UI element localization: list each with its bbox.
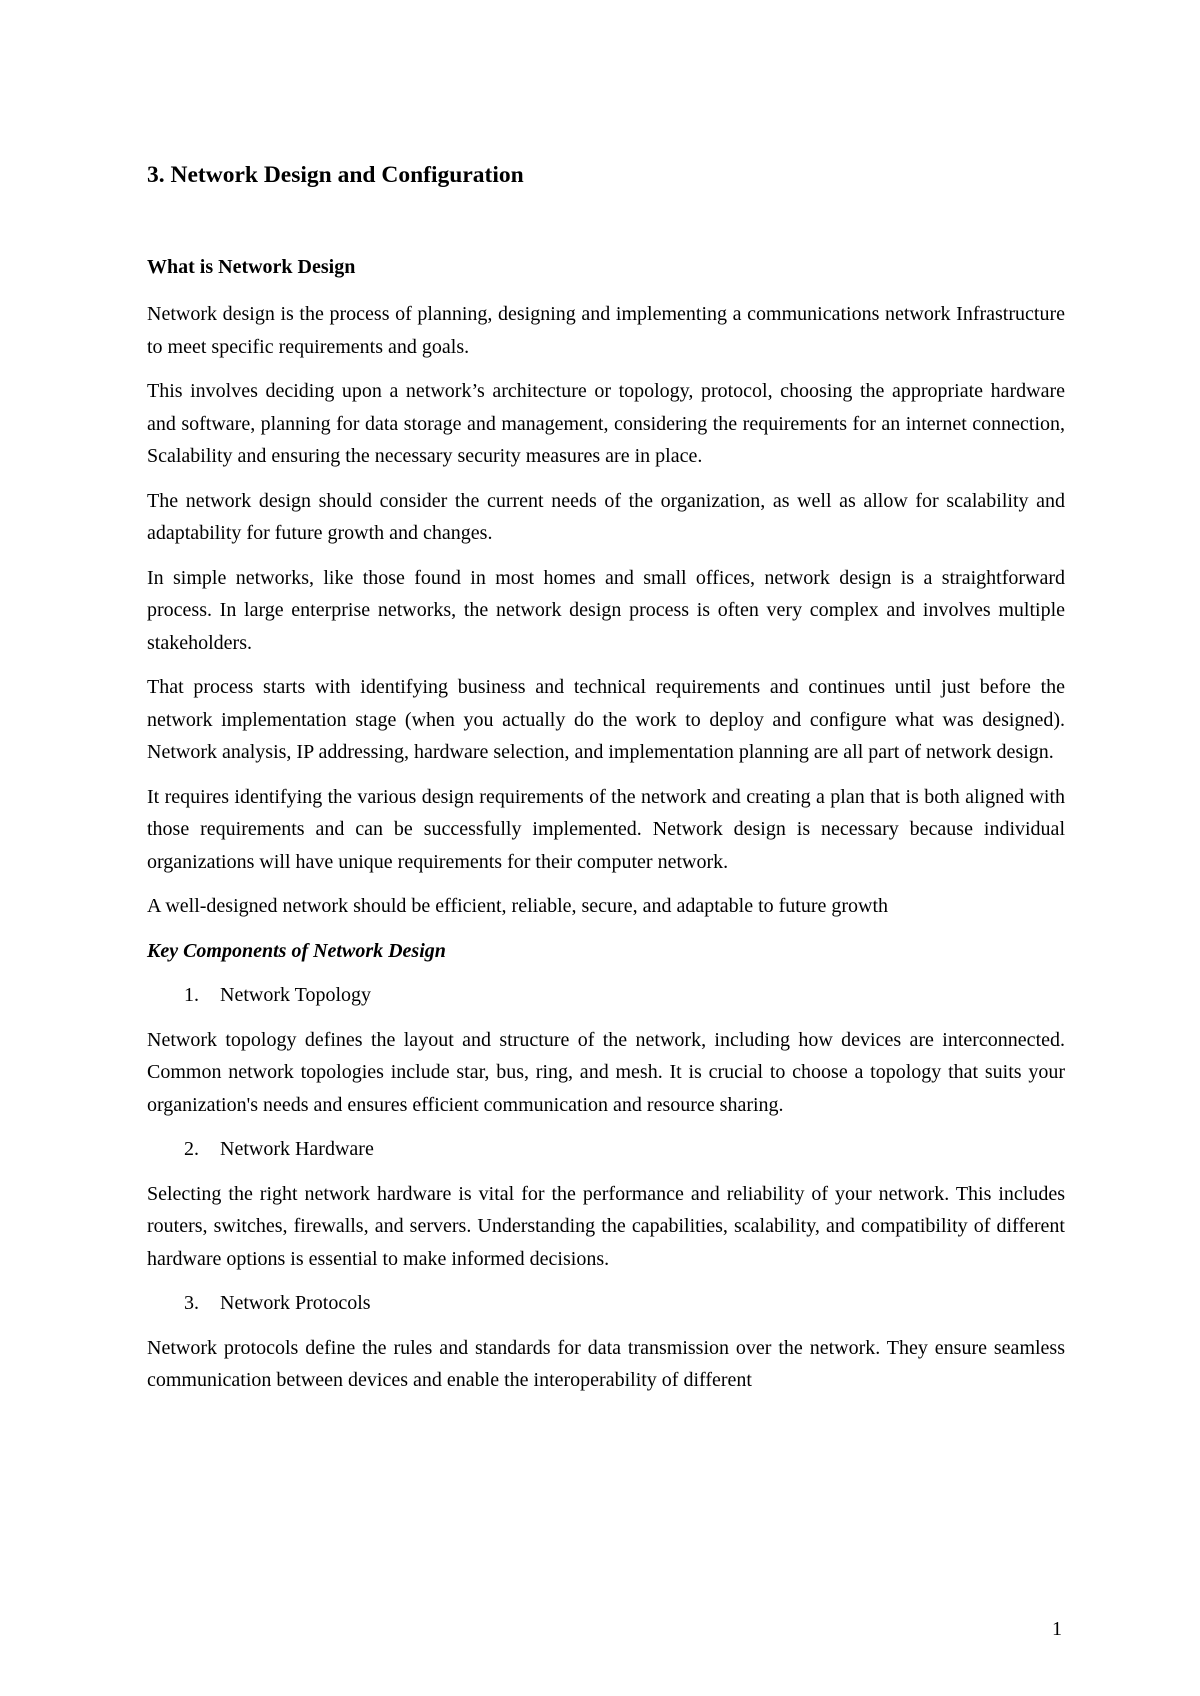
list-item-label: Network Hardware <box>220 1138 374 1160</box>
section-heading: What is Network Design <box>147 256 356 278</box>
component-description: Network topology defines the layout and structure of the network, including how devices are interconnected. Common network topologies include star, bus, ring, and mesh. It is crucial to choose a topology that suits your organization's needs and ensures efficient communication and resource sharing. <box>147 1028 1065 1116</box>
paragraph: This involves deciding upon a network’s architecture or topology, protocol, choosing the appropriate hardware and software, planning for data storage and management, considering the requirements for an internet connection, Scalability and ensuring the necessary security measures are in place. <box>147 380 1065 467</box>
paragraph: The network design should consider the current needs of the organization, as well as allow for scalability and adaptability for future growth and changes. <box>147 489 1065 544</box>
paragraph: That process starts with identifying business and technical requirements and continues until just before the network implementation stage (when you actually do the work to deploy and configure what was designed). Network analysis, IP addressing, hardware selection, and implementation planning are all part of network design. <box>147 676 1065 763</box>
paragraph: In simple networks, like those found in most homes and small offices, network design is a straightforward process. In large enterprise networks, the network design process is often very complex and involves multiple stakeholders. <box>147 566 1065 654</box>
list-item-label: Network Topology <box>220 984 371 1006</box>
component-description: Selecting the right network hardware is vital for the performance and reliability of your network. This includes routers, switches, firewalls, and servers. Understanding the capabilities, scalability, and compatibility of different hardware options is essential to make informed decisions. <box>147 1182 1065 1270</box>
document-body <box>147 298 1065 1409</box>
list-item-number: 1. <box>184 984 199 1006</box>
list-item-number: 3. <box>184 1292 199 1314</box>
list-item-label: Network Protocols <box>220 1292 371 1314</box>
key-components-heading: Key Components of Network Design <box>147 939 446 962</box>
component-description: Network protocols define the rules and standards for data transmission over the network. They ensure seamless communication between devices and enable the interoperability of different <box>147 1336 1065 1391</box>
paragraph: Network design is the process of planning, designing and implementing a communications network Infrastructure to meet specific requirements and goals. <box>147 303 1065 358</box>
list-item <box>147 1133 1065 1166</box>
page-number: 1 <box>1052 1618 1062 1640</box>
list-item <box>147 979 1065 1012</box>
paragraph: It requires identifying the various design requirements of the network and creating a plan that is both aligned with those requirements and can be successfully implemented. Network design is necessary because individual organizations will have unique requirements for their computer network. <box>147 785 1065 873</box>
document-title: 3. Network Design and Configuration <box>147 162 524 188</box>
list-item-number: 2. <box>184 1138 199 1160</box>
list-item <box>147 1287 1065 1320</box>
paragraph: A well-designed network should be efficient, reliable, secure, and adaptable to future growth <box>147 895 889 917</box>
